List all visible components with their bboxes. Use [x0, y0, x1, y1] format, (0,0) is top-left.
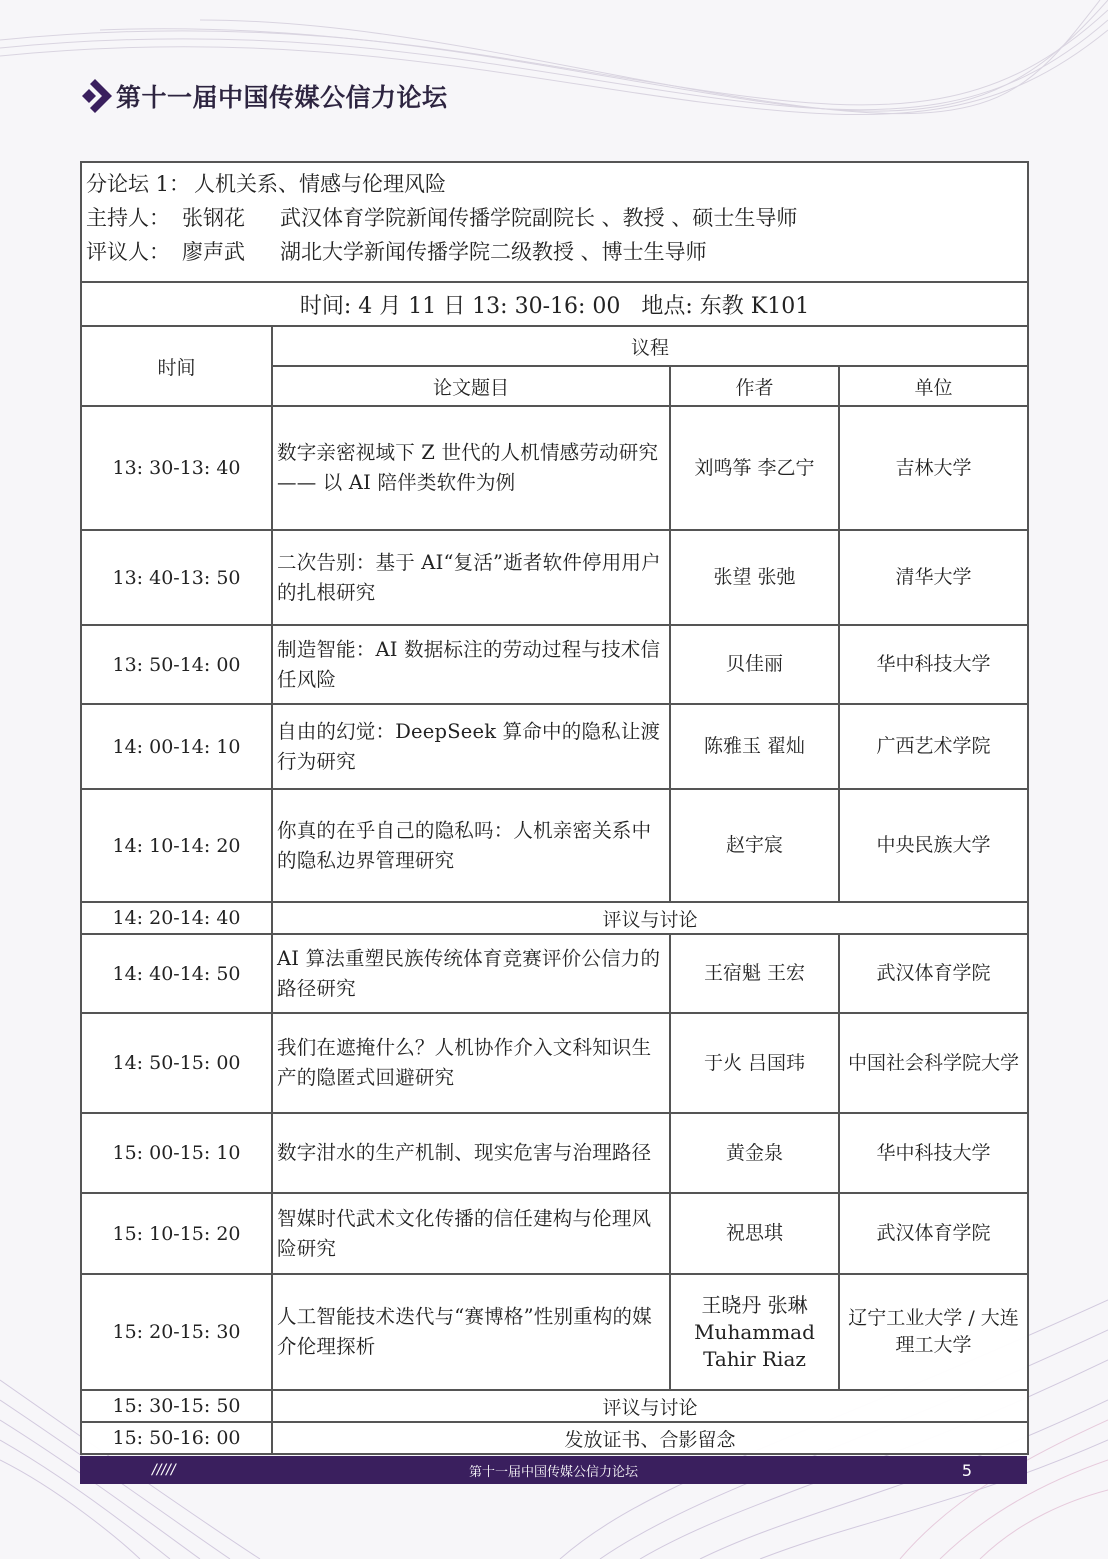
table-row [81, 406, 1028, 530]
footer-title: 第十一届中国传媒公信力论坛 [468, 1464, 638, 1480]
reviewer-title: 湖北大学新闻传播学院二级教授 、博士生导师 [280, 240, 707, 264]
row-paper-title: 数字泔水的生产机制、现实危害与治理路径 [272, 1113, 670, 1193]
table-row [81, 1274, 1028, 1390]
row-time: 13: 40-13: 50 [81, 530, 272, 625]
session-name-label: 分论坛 1： [86, 172, 191, 196]
row-affiliation: 清华大学 [839, 530, 1028, 625]
row-affiliation: 辽宁工业大学 / 大连理工大学 [839, 1274, 1028, 1390]
row-author: 陈雅玉 翟灿 [670, 704, 839, 789]
row-affiliation: 中国社会科学院大学 [839, 1013, 1028, 1113]
break-label: 发放证书、合影留念 [272, 1422, 1028, 1454]
row-affiliation: 武汉体育学院 [839, 934, 1028, 1013]
break-row [81, 1422, 1028, 1454]
session-info-cell [81, 162, 1028, 282]
row-time: 15: 50-16: 00 [81, 1422, 272, 1454]
row-paper-title: 自由的幻觉：DeepSeek 算命中的隐私让渡行为研究 [272, 704, 670, 789]
row-affiliation: 广西艺术学院 [839, 704, 1028, 789]
header-author: 作者 [670, 366, 839, 406]
row-author: 刘鸣筝 李乙宁 [670, 406, 839, 530]
table-row [81, 789, 1028, 902]
footer-bar [80, 1456, 1027, 1484]
row-author: 赵宇宸 [670, 789, 839, 902]
row-time: 15: 20-15: 30 [81, 1274, 272, 1390]
break-row [81, 902, 1028, 934]
row-affiliation: 吉林大学 [839, 406, 1028, 530]
row-author: 于火 吕国玮 [670, 1013, 839, 1113]
row-affiliation: 华中科技大学 [839, 625, 1028, 704]
row-paper-title: AI 算法重塑民族传统体育竞赛评价公信力的路径研究 [272, 934, 670, 1013]
reviewer-label: 评议人： [86, 240, 170, 264]
row-paper-title: 你真的在乎自己的隐私吗：人机亲密关系中的隐私边界管理研究 [272, 789, 670, 902]
reviewer-line [86, 235, 1023, 269]
row-time: 13: 50-14: 00 [81, 625, 272, 704]
reviewer-name: 廖声武 [182, 240, 245, 264]
row-paper-title: 二次告别：基于 AI“复活”逝者软件停用用户的扎根研究 [272, 530, 670, 625]
row-affiliation: 华中科技大学 [839, 1113, 1028, 1193]
table-row [81, 625, 1028, 704]
row-time: 14: 10-14: 20 [81, 789, 272, 902]
host-title: 武汉体育学院新闻传播学院副院长 、教授 、硕士生导师 [280, 206, 798, 230]
row-paper-title: 我们在遮掩什么？人机协作介入文科知识生产的隐匿式回避研究 [272, 1013, 670, 1113]
table-row [81, 934, 1028, 1013]
header-affiliation: 单位 [839, 366, 1028, 406]
table-row [81, 530, 1028, 625]
table-row [81, 1193, 1028, 1274]
session-time-location: 时间: 4 月 11 日 13: 30-16: 00 地点: 东教 K101 [81, 282, 1028, 326]
page-title: 第十一届中国传媒公信力论坛 [116, 83, 448, 112]
host-name: 张钢花 [182, 206, 245, 230]
agenda-table [80, 161, 1029, 1455]
row-author: 张望 张弛 [670, 530, 839, 625]
row-author: 王晓丹 张琳 Muhammad Tahir Riaz [670, 1274, 839, 1390]
session-info-row [81, 162, 1028, 282]
row-paper-title: 智媒时代武术文化传播的信任建构与伦理风险研究 [272, 1193, 670, 1274]
page-heading [78, 76, 448, 116]
row-paper-title: 制造智能：AI 数据标注的劳动过程与技术信任风险 [272, 625, 670, 704]
row-time: 15: 00-15: 10 [81, 1113, 272, 1193]
row-time: 14: 50-15: 00 [81, 1013, 272, 1113]
row-time: 14: 40-14: 50 [81, 934, 272, 1013]
page-number: 5 [961, 1460, 972, 1480]
row-time: 14: 20-14: 40 [81, 902, 272, 934]
table-row [81, 1113, 1028, 1193]
host-label: 主持人： [86, 206, 170, 230]
row-affiliation: 中央民族大学 [839, 789, 1028, 902]
row-paper-title: 数字亲密视域下 Z 世代的人机情感劳动研究—— 以 AI 陪伴类软件为例 [272, 406, 670, 530]
table-row [81, 1013, 1028, 1113]
table-row [81, 704, 1028, 789]
row-affiliation: 武汉体育学院 [839, 1193, 1028, 1274]
break-label: 评议与讨论 [272, 902, 1028, 934]
row-author: 贝佳丽 [670, 625, 839, 704]
host-line [86, 201, 1023, 235]
header-paper-title: 论文题目 [272, 366, 670, 406]
row-time: 15: 10-15: 20 [81, 1193, 272, 1274]
session-name: 人机关系、情感与伦理风险 [194, 172, 447, 196]
break-label: 评议与讨论 [272, 1390, 1028, 1422]
header-time: 时间 [81, 326, 272, 406]
row-author: 王宿魁 王宏 [670, 934, 839, 1013]
row-time: 14: 00-14: 10 [81, 704, 272, 789]
header-agenda: 议程 [272, 326, 1028, 366]
row-author: 黄金泉 [670, 1113, 839, 1193]
row-paper-title: 人工智能技术迭代与“赛博格”性别重构的媒介伦理探析 [272, 1274, 670, 1390]
footer-slashes: ///// [152, 1462, 176, 1478]
break-row [81, 1390, 1028, 1422]
chevron-diamond-icon [78, 79, 112, 113]
row-author: 祝思琪 [670, 1193, 839, 1274]
row-time: 13: 30-13: 40 [81, 406, 272, 530]
session-name-line [86, 167, 1023, 201]
row-time: 15: 30-15: 50 [81, 1390, 272, 1422]
